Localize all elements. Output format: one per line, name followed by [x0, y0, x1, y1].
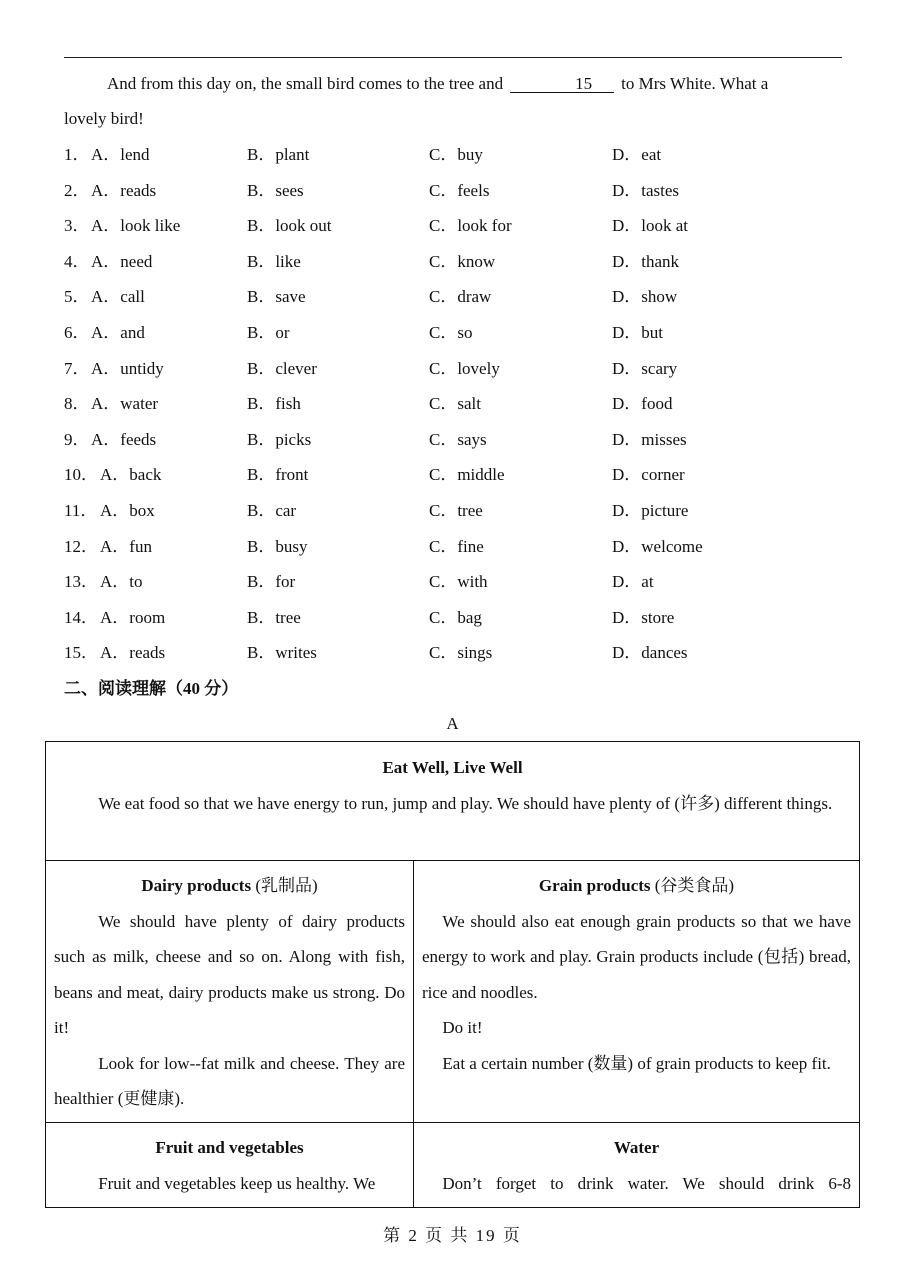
option-a: A．untidy: [91, 358, 164, 378]
question-row: [64, 322, 864, 344]
dairy-cell: [46, 868, 413, 1117]
option-b: B．sees: [247, 180, 304, 200]
option-a: A．call: [91, 287, 145, 307]
question-number: 15．: [64, 643, 98, 663]
question-row: [64, 642, 864, 664]
water-text: Don’t forget to drink water. We should drink 6-8: [442, 1173, 851, 1193]
option-b: B．clever: [247, 358, 317, 378]
question-row: [64, 215, 864, 237]
option-d: D．misses: [612, 429, 687, 449]
question-row: [64, 536, 864, 558]
table-title: Eat Well, Live Well: [382, 758, 523, 777]
dairy-text-1: We should have plenty of dairy products such as milk, cheese and so on. Along with fish, beans and meat, dairy products make us strong. Do it!: [54, 911, 405, 1037]
option-d: D．look at: [612, 216, 689, 236]
option-c: C．fine: [429, 536, 484, 556]
option-b: B．look out: [247, 216, 332, 236]
question-row: [64, 464, 864, 486]
question-row: [64, 429, 864, 451]
option-d: D．but: [612, 323, 663, 342]
option-d: D．thank: [612, 251, 680, 271]
option-d: D．dances: [612, 643, 688, 663]
option-c: C．tree: [429, 501, 483, 520]
closing-text-before: And from this day on, the small bird comes to the tree and: [107, 74, 504, 93]
passage-closing-line-2: lovely bird!: [64, 109, 144, 128]
option-a: A．box: [100, 501, 155, 520]
question-number: 11．: [64, 501, 98, 520]
header-rule: [64, 57, 842, 58]
option-b: B．picks: [247, 429, 312, 449]
option-d: D．food: [612, 394, 673, 414]
question-row: [64, 571, 864, 593]
question-number: 7．: [64, 358, 90, 378]
question-row: [64, 393, 864, 415]
question-number: 2．: [64, 180, 90, 200]
water-heading: Water: [613, 1138, 660, 1157]
option-d: D．show: [612, 287, 678, 307]
option-a: A．back: [100, 465, 162, 485]
fruit-text: Fruit and vegetables keep us healthy. We: [98, 1173, 376, 1193]
option-c: C．sings: [429, 643, 493, 663]
fruit-cell: [46, 1130, 413, 1201]
option-c: C．buy: [429, 145, 483, 164]
option-b: B．for: [247, 572, 296, 592]
option-a: A．reads: [91, 180, 157, 200]
grain-text-3: Eat a certain number (数量) of grain products to keep fit.: [442, 1053, 831, 1073]
option-d: D．corner: [612, 465, 685, 485]
dairy-text-2: Look for low--fat milk and cheese. They are healthier (更健康).: [54, 1053, 405, 1108]
closing-text-after: to Mrs White. What a: [621, 74, 769, 93]
option-b: B．front: [247, 465, 309, 485]
option-a: A．lend: [91, 145, 150, 164]
grain-text-1: We should also eat enough grain products so that we have energy to work and play. Grain products include (包括) bread, rice and noodles.: [422, 911, 851, 1002]
option-a: A．and: [91, 323, 145, 342]
option-c: C．draw: [429, 287, 492, 307]
question-row: [64, 251, 864, 273]
question-number: 8．: [64, 394, 90, 414]
grain-cell: [414, 868, 859, 1081]
option-b: B．tree: [247, 607, 301, 627]
option-a: A．reads: [100, 643, 166, 663]
option-a: A．room: [100, 607, 166, 627]
option-d: D．at: [612, 572, 654, 592]
option-b: B．like: [247, 251, 301, 271]
option-c: C．says: [429, 429, 487, 449]
question-number: 12．: [64, 536, 98, 556]
question-row: [64, 358, 864, 380]
question-number: 6．: [64, 323, 90, 342]
option-b: B．writes: [247, 643, 317, 663]
grain-heading: Grain products (谷类食品): [538, 876, 735, 895]
option-b: B．save: [247, 287, 306, 307]
option-c: C．know: [429, 251, 496, 271]
option-a: A．to: [100, 572, 143, 592]
option-a: A．look like: [91, 216, 181, 236]
question-row: [64, 180, 864, 202]
blank-15: 15: [510, 75, 614, 93]
option-a: A．feeds: [91, 429, 157, 449]
option-c: C．look for: [429, 216, 512, 236]
reading-table: [45, 741, 860, 1208]
option-d: D．tastes: [612, 180, 680, 200]
option-c: C．so: [429, 323, 473, 342]
question-number: 4．: [64, 251, 90, 271]
section-title: 二、阅读理解（40 分）: [64, 679, 239, 698]
option-b: B．busy: [247, 536, 308, 556]
passage-closing-line: [64, 74, 842, 94]
table-title-cell: [46, 750, 859, 821]
option-c: C．middle: [429, 465, 505, 485]
question-number: 1．: [64, 145, 90, 164]
option-a: A．water: [91, 394, 159, 414]
option-c: C．lovely: [429, 358, 500, 378]
option-d: D．scary: [612, 358, 678, 378]
question-row: [64, 286, 864, 308]
option-d: D．picture: [612, 501, 689, 520]
option-b: B．plant: [247, 145, 310, 164]
fruit-heading: Fruit and vegetables: [155, 1138, 304, 1157]
option-b: B．car: [247, 501, 297, 520]
option-d: D．eat: [612, 145, 662, 164]
question-row: [64, 607, 864, 629]
question-number: 14．: [64, 607, 98, 627]
table-intro-text: We eat food so that we have energy to run, jump and play. We should have plenty of (许多) different things.: [98, 793, 833, 813]
question-number: 5．: [64, 287, 90, 307]
option-a: A．need: [91, 251, 153, 271]
dairy-heading: Dairy products (乳制品): [141, 876, 318, 895]
option-b: B．fish: [247, 394, 301, 414]
option-a: A．fun: [100, 536, 152, 556]
grain-text-2: Do it!: [442, 1018, 483, 1037]
option-c: C．feels: [429, 180, 490, 200]
option-c: C．salt: [429, 394, 481, 414]
question-row: [64, 500, 864, 522]
question-number: 10．: [64, 465, 98, 485]
option-c: C．bag: [429, 607, 482, 627]
question-row: [64, 144, 864, 166]
question-number: 13．: [64, 572, 98, 592]
water-cell: [414, 1130, 859, 1201]
page-number: 第 2 页 共 19 页: [383, 1226, 522, 1245]
option-d: D．store: [612, 607, 675, 627]
question-number: 9．: [64, 429, 90, 449]
option-b: B．or: [247, 323, 290, 342]
option-d: D．welcome: [612, 536, 703, 556]
question-number: 3．: [64, 216, 90, 236]
passage-label: A: [446, 714, 459, 733]
option-c: C．with: [429, 572, 488, 592]
